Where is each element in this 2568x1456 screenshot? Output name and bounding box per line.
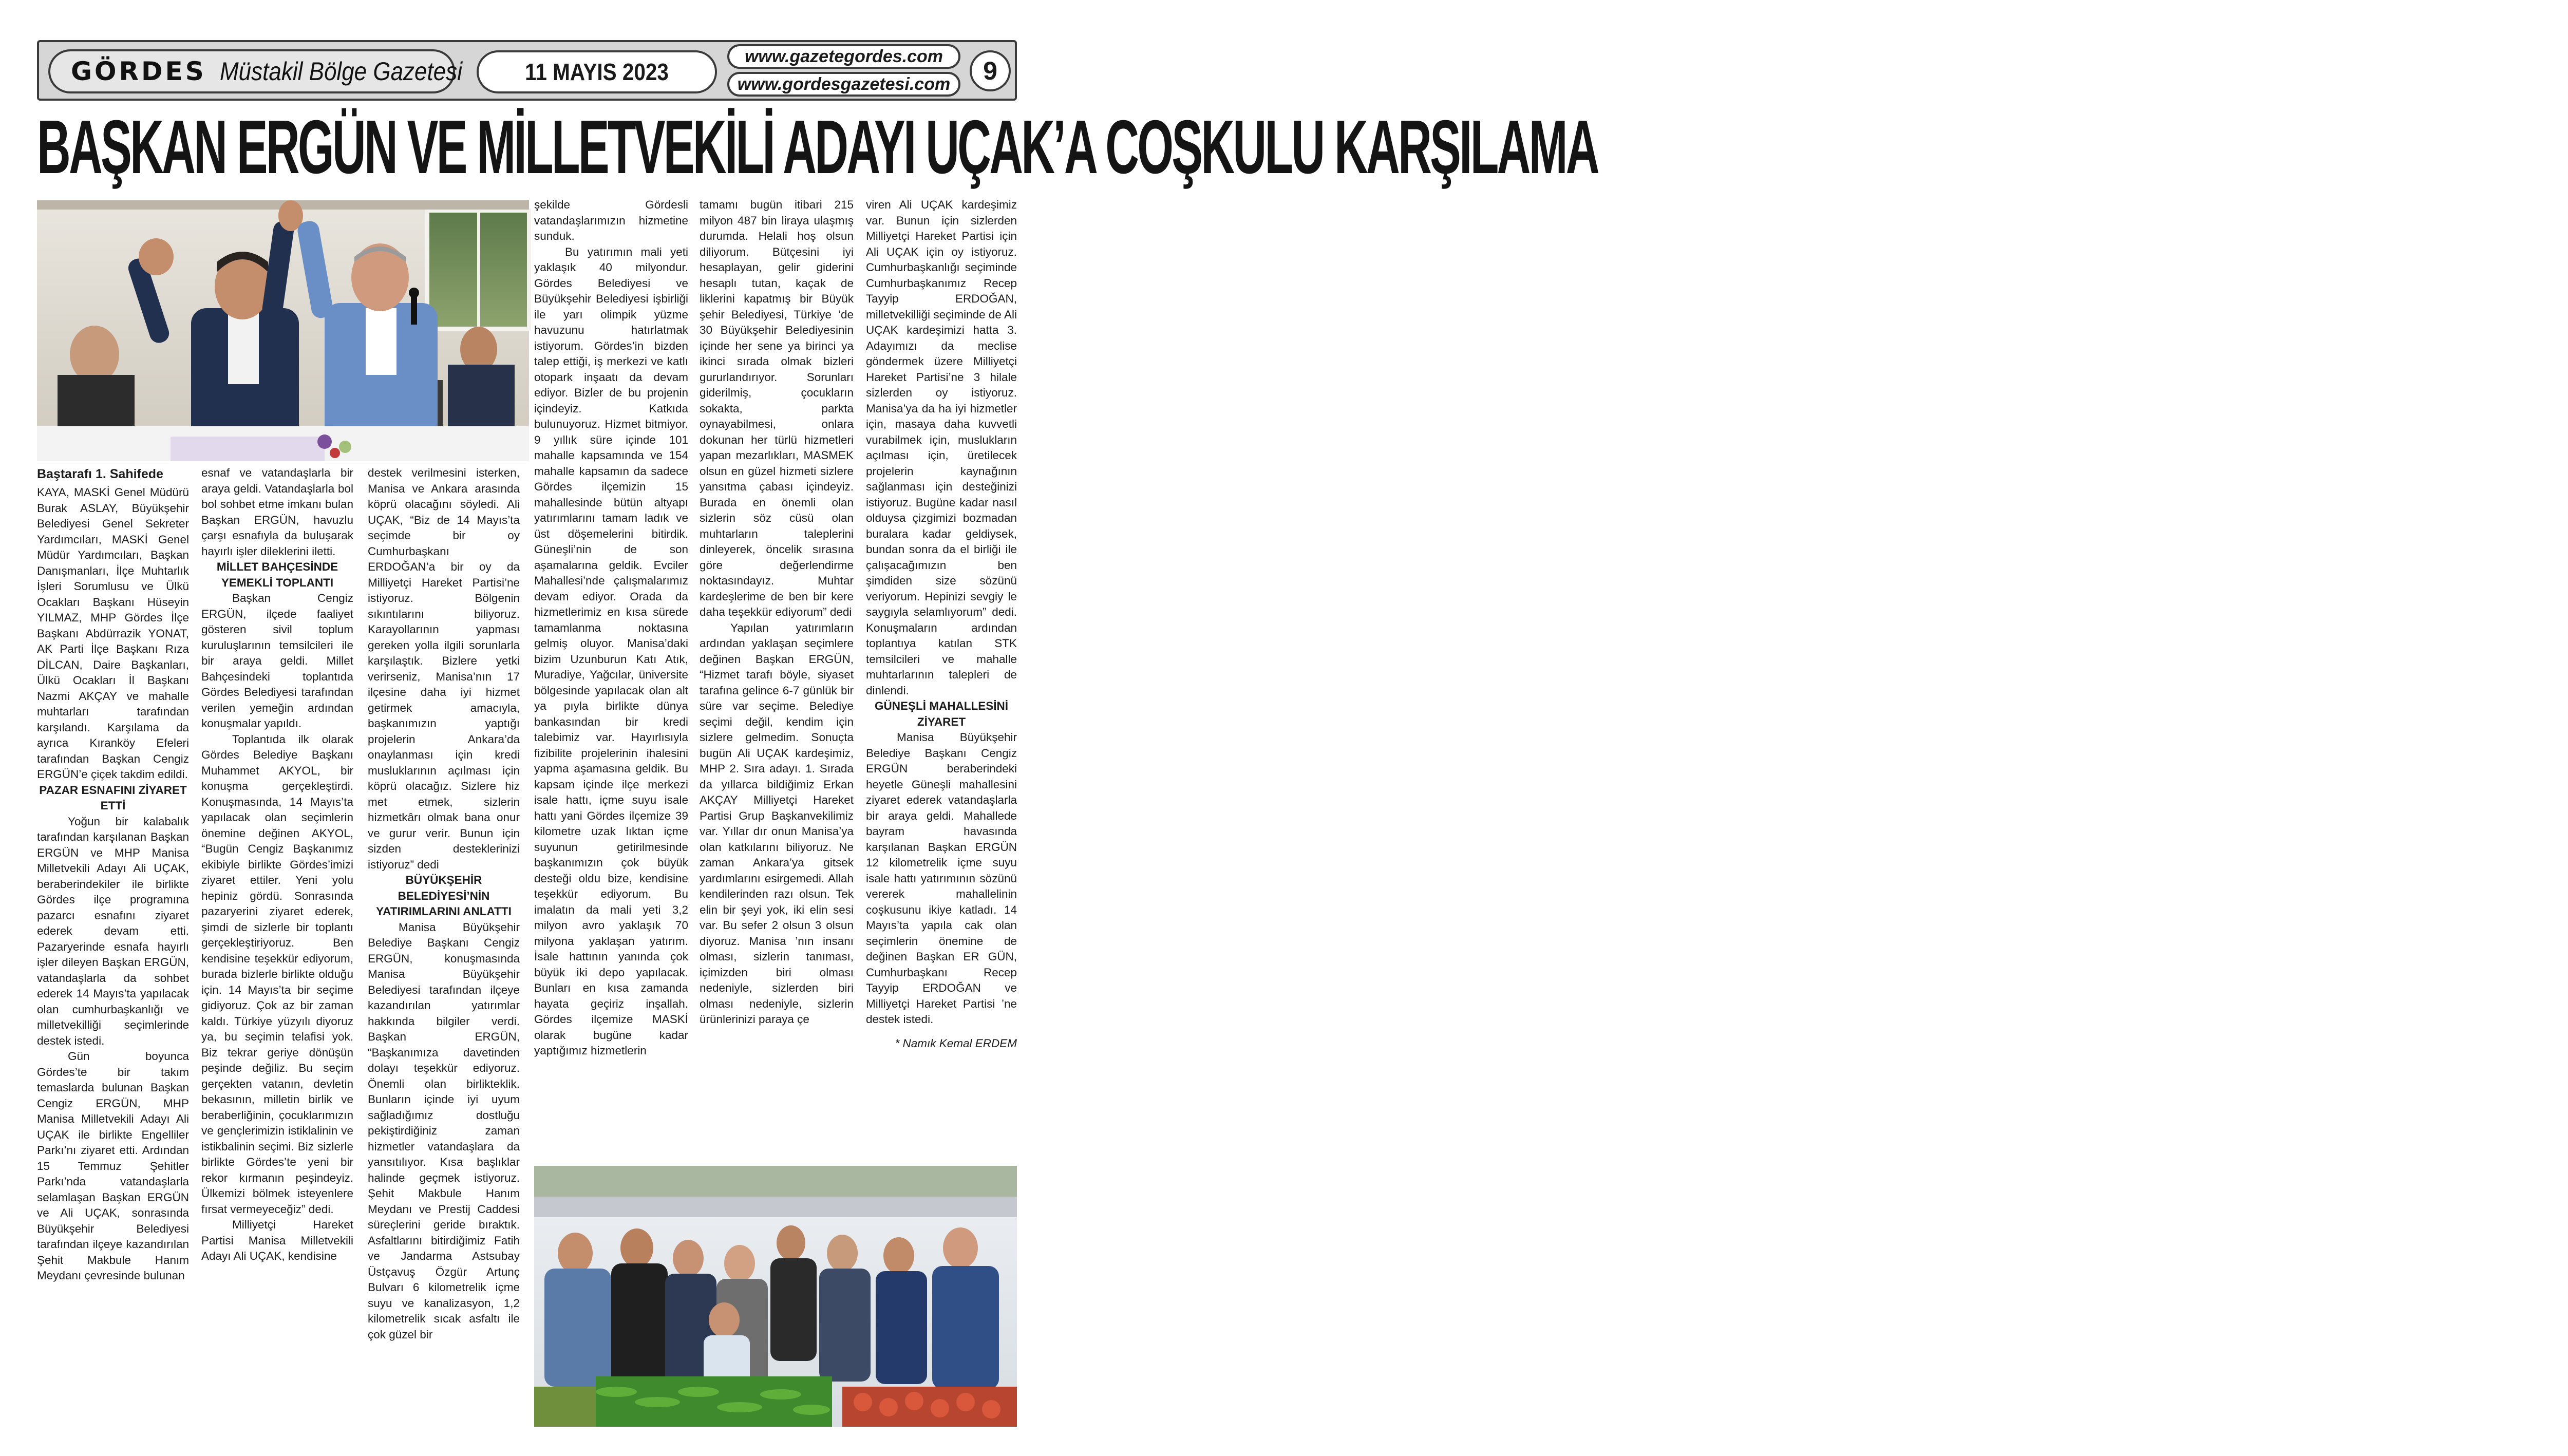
subheading: MİLLET BAHÇESİNDE YEMEKLİ TOPLANTI xyxy=(216,560,338,589)
article-column-3 xyxy=(368,465,520,1431)
paragraph: tamamı bugün itibari 215 milyon 487 bin liraya ulaşmış durumda. Helali hoş olsun diliyorum. Bütçesini iyi hesaplayan, gelir giderini hesaplı tutan, kaçak de liklerini kapatmış bir Büyük şehir Belediyesi, Türkiye ’de 30 Büyükşehir Belediyesinin içinde her sene ya birinci ya ikinci sırada olmak bizleri gururlandırıyor. Sorunları giderilmiş, çocukların sokakta, parkta oynayabilmesi, onlara dokunan her türlü hizmetleri yapan mezarlıkları, MASMEK olsun en güzel hizmeti sizlere yansıtma çabası içindeyiz. Burada en önemli olan sizlerin söz cüsü olan muhtarların taleplerini dinleyerek, öncelik sırasına göre değerlendirme noktasındayız. Muhtar kardeşlerime de ben bir kere daha teşekkür ediyorum” dedi xyxy=(700,198,854,618)
subheading: PAZAR ESNAFINI ZİYARET ETTİ xyxy=(39,783,187,812)
page-number: 9 xyxy=(970,50,1011,91)
author-signature: * Namık Kemal ERDEM xyxy=(895,1036,1017,1050)
website-box xyxy=(727,44,960,97)
article-column-5 xyxy=(700,197,854,1163)
masthead xyxy=(37,40,1017,101)
subheading: BÜYÜKŞEHİR BELEDİYESİ’NİN YATIRIMLARINI ANLATTI xyxy=(376,874,512,918)
brand-box xyxy=(48,49,462,93)
paragraph: Gün boyunca Gördes’te bir takım temaslarda bulunan Başkan Cengiz ERGÜN, MHP Manisa Milletvekili Adayı Ali UÇAK ile birlikte Engelliler Parkı’nı ziyaret etti. Ardından 15 Temmuz Şehitler Parkı’nda vatandaşlarla selamlaşan Başkan ERGÜN ve Ali UÇAK, sonrasında Büyükşehir Belediyesi tarafından ilçeye kazandırılan Şehit Makbule Hanım Meydanı çevresinde bulunan xyxy=(37,1050,189,1282)
article-column-4 xyxy=(534,197,688,1163)
paragraph: Toplantıda ilk olarak Gördes Belediye Başkanı Muhammet AKYOL, bir konuşma gerçekleştirdi. Konuşmasında, 14 Mayıs’ta yapılacak olan seçimlerin önemine değinen AKYOL, “Bugün Cengiz Başkanımız ekibiyle birlikte Gördes’imizi ziyaret ettiler. Yeni yolu hepiniz gördü. Sonrasında pazaryerini ziyaret ederek, şimdi de sizlerle bir toplantı gerçekleştiriyoruz. Ben kendisine teşekkür ediyorum, burada bizlerle birlikte olduğu için. 14 Mayıs’ta bir seçime gidiyoruz. Çok az bir zaman kaldı. Türkiye yüzyılı diyoruz ya, bu seçimin telafisi yok. Biz tekrar geriye dönüşün peşinde değiliz. Bu seçim gerçekten vatanın, devletin bekasının, milletin birlik ve beraberliğinin, çocuklarımızın ve gençlerimizin istiklalinin ve istikbalinin seçimi. Biz sizlerle birlikte Gördes’te yeni bir rekor kırmanın peşindeyiz. Ülkemizi bölmek isteyenlere fırsat vermeyeceğiz” dedi. xyxy=(201,732,353,1216)
headline-container xyxy=(37,105,1598,190)
paragraph: Manisa Büyükşehir Belediye Başkanı Cengiz ERGÜN beraberindeki heyetle Güneşli mahallesini ziyaret ederek vatandaşlarla bir araya geldi. Mahallede bayram havasında karşılanan Başkan ERGÜN 12 kilometrelik içme suyu isale hattı yatırımının sözünü vererek mahallelinin coşkusunu ikiye katladı. 14 Mayıs’ta yapıla cak olan seçimlerin önemine de değinen Başkan ER GÜN, Cumhurbaşkanı Recep Tayyip ERDOĞAN ve Milliyetçi Hareket Partisi ’ne destek istedi. xyxy=(866,731,1017,1026)
paragraph: Yoğun bir kalabalık tarafından karşılanan Başkan ERGÜN ve MHP Manisa Milletvekili Adayı Ali UÇAK, beraberindekiler ile birlikte Gördes ilçe programına pazarcı esnafını ziyaret ederek devam etti. Pazaryerinde esnafa hayırlı işler dileyen Başkan ERGÜN, vatandaşlarla da sohbet ederek 14 Mayıs’ta yapılacak olan cumhurbaşkanlığı ve milletvekilliği seçimlerinde destek istedi. xyxy=(37,815,189,1047)
article-column-1 xyxy=(37,465,189,1431)
continuation-note: Baştarafı 1. Sahifede xyxy=(37,467,163,481)
paragraph: şekilde Gördesli vatandaşlarımızın hizmetine sunduk. xyxy=(534,198,688,242)
paragraph: KAYA, MASKİ Genel Müdürü Burak ASLAY, Büyükşehir Belediyesi Genel Sekreter Yardımcıları, MASKİ Genel Müdür Yardımcıları, Başkan Danışmanları, İlçe Muhtarlık İşleri Sorumlusu ve Ülkü Ocakları Başkanı Hüseyin YILMAZ, MHP Gördes İlçe Başkanı Abdürrazik YONAT, AK Parti İlçe Başkanı Rıza DİLCAN, Daire Başkanları, Ülkü Ocakları İl Başkanı Nazmi AKÇAY ve mahalle muhtarları tarafından karşılandı. Karşılama da ayrıca Kıranköy Efeleri tarafından Başkan Cengiz ERGÜN’e çiçek takdim edildi. xyxy=(37,486,189,781)
issue-date: 11 MAYIS 2023 xyxy=(525,59,669,85)
headline: BAŞKAN ERGÜN VE MİLLETVEKİLİ ADAYI UÇAK’A COŞKULU KARŞILAMA xyxy=(37,105,1598,190)
newspaper-subtitle: Müstakil Bölge Gazetesi xyxy=(219,57,462,86)
paragraph: Başkan Cengiz ERGÜN, ilçede faaliyet gösteren sivil toplum kuruluşlarının temsilcileri ile bir araya geldi. Millet Bahçesindeki toplantıda Gördes Belediyesi tarafından verilen yemeğin ardından konuşmalar yapıldı. xyxy=(201,592,353,730)
subheading: GÜNEŞLİ MAHALLESİNİ ZİYARET xyxy=(874,699,1008,728)
website-link-2[interactable]: www.gordesgazetesi.com xyxy=(727,72,960,97)
paragraph: destek verilmesini isterken, Manisa ve Ankara arasında köprü olacağını söyledi. Ali UÇAK, “Biz de 14 Mayıs’ta seçimde bir oy Cumhurbaşkanı ERDOĞAN’a bir oy da Milliyetçi Hareket Partisi’ne istiyoruz. Bölgenin sıkıntılarını biliyoruz. Karayollarının yapması gereken yolla ilgili sorunlarla karşılaştık. Bizlere yetki verirseniz, Manisa’nın 17 ilçesine daha iyi hizmet getirmek amacıyla, başkanımızın yaptığı projelerin Ankara’da onaylanması için kredi musluklarının açılması için köprü olacağız. Sizlere hiz met etmek, sizlerin hizmetkârı olmak bana onur ve gurur verir. Bunun için sizden desteklerinizi istiyoruz” dedi xyxy=(368,466,520,871)
website-link-1[interactable]: www.gazetegordes.com xyxy=(727,44,960,69)
article-column-6 xyxy=(866,197,1017,1163)
paragraph: Yapılan yatırımların ardından yaklaşan seçimlere değinen Başkan ERGÜN, “Hizmet tarafı böyle, siyaset tarafına gelince 6-7 günlük bir süre var seçime. Belediye seçimi değil, kendim için sizlere gelmedim. Sonuçta bugün Ali UÇAK kardeşimiz, MHP 2. Sıra adayı. 1. Sırada da yıllarca bildiğimiz Erkan AKÇAY Milliyetçi Hareket Partisi Grup Başkanvekilimiz var. Yıllar dır onun Manisa’ya olan katkılarını biliyoruz. Ne zaman Ankara’ya gitsek yardımlarını esirgemedi. Allah kendilerinden razı olsun. Tek elin bir şeyi yok, iki elin sesi var. Bu sefer 2 olsun 3 olsun diyoruz. Manisa ’nın insanı olması, sizlerin tanıması, içimizden biri olması nedeniyle, sizlerden biri olması nedeniyle, sizlerin ürünlerinizi paraya çe xyxy=(700,621,854,1026)
paragraph: Manisa Büyükşehir Belediye Başkanı Cengiz ERGÜN, konuşmasında Manisa Büyükşehir Belediyesi tarafından ilçeye kazandırılan yatırımlar hakkında bilgiler verdi. Başkan ERGÜN, “Başkanımıza davetinden dolayı teşekkür ediyoruz. Önemli olan birlikteklik. Bunların içinde iyi uyum sağladığımız dostluğu pekiştirdiğiniz zaman hizmetler vatandaşlara da yansıtılıyor. Kısa başlıklar halinde geçmek istiyoruz. Şehit Makbule Hanım Meydanı ve Prestij Caddesi süreçlerini geride bıraktık. Asfaltlarını bitirdiğimiz Fatih ve Jandarma Astsubay Üstçavuş Özgür Artunç Bulvarı 6 kilometrelik içme suyu ve kanalizasyon, 1,2 kilometrelik sıcak asfaltı ile çok güzel bir xyxy=(368,920,520,1341)
paragraph: Bu yatırımın mali yeti yaklaşık 40 milyondur. Gördes Belediyesi ve Büyükşehir Belediyesi işbirliği ile yarı olimpik yüzme havuzunu hatırlatmak istiyorum. Gördes’in bizden talep ettiği, iş merkezi ve katlı otopark inşaatı da devam ediyor. Bizler de bu projenin içindeyiz. Katkıda bulunuyoruz. Hizmet bitmiyor. 9 yıllık süre içinde 101 mahalle kapsamında ve 154 mahalle kapsamın da sadece Gördes ilçemizin 15 mahallesinde bütün altyapı yatırımlarını tamam ladık ve üst döşemelerini bitirdik. Güneşli’nin de son aşamalarına geldik. Evciler Mahallesi’nde çalışmalarımız devam ediyor. Orada da hizmetlerimiz en kısa sürede tamamlanma noktasına gelmiş oluyor. Manisa’daki bizim Uzunburun Katı Atık, Muradiye, Yağcılar, üniversite bölgesinde yapılacak olan alt ya pıyla birlikte dünya bankasından bir kredi talebimiz var. Hayırlısıyla fizibilite projelerinin ihalesini yapma aşamasına geldik. Bu kapsam içinde ilçe merkezi isale hattı, içme suyu isale hattı yani Gördes ilçemize 39 kilometre uzak lıktan içme suyunun getirilmesinde başkanımızın çok büyük desteği oldu bize, kendisine teşekkür ediyorum. Bu imalatın da mali yeti 3,2 milyon avro yaklaşık 70 milyona yaklaşan yatırım. İsale hattının yanında çok büyük iki depo yapılacak. Bunları en kısa zamanda hayata geçiriz inşallah. Gördes ilçemize MASKİ olarak bugüne kadar yaptığımız hizmetlerin xyxy=(534,245,688,1057)
article-column-2 xyxy=(201,465,353,1431)
newspaper-name: GÖRDES xyxy=(71,56,206,86)
paragraph: Milliyetçi Hareket Partisi Manisa Milletvekili Adayı Ali UÇAK, kendisine xyxy=(201,1218,353,1262)
paragraph: esnaf ve vatandaşlarla bir araya geldi. Vatandaşlarla bol bol sohbet etme imkanı bulan Başkan ERGÜN, havuzlu çarşı esnafıyla da buluşarak hayırlı işler dileklerini iletti. xyxy=(201,466,353,558)
paragraph: viren Ali UÇAK kardeşimiz var. Bunun için sizlerden Milliyetçi Hareket Partisi için Ali UÇAK için oy istiyoruz. Cumhurbaşkanlığı seçiminde Cumhurbaşkanımız Recep Tayyip ERDOĞAN, milletvekilliği seçiminde de Ali UÇAK kardeşimizi hatta 3. Adayımızı da meclise göndermek üzere Milliyetçi Hareket Partisi’ne 3 hilale sizlerden oy istiyoruz. Manisa’ya da ha iyi hizmetler için, masaya daha kuvvetli vurabilmek için, muslukların açılması için, üretilecek projelerin kaynağının sağlanması için desteğinizi istiyoruz. Bugüne kadar nasıl olduysa çizgimizi bozmadan buralara kadar geldiysek, bundan sonra da el birliği ile çalışacağımızın ben şimdiden size sözünü veriyorum. Hepinizi sevgiy le saygıyla selamlıyorum” dedi. Konuşmaların ardından toplantıya katılan STK temsilcileri ve mahalle muhtarlarının talepleri de dinlendi. xyxy=(866,198,1017,697)
issue-date-box xyxy=(477,50,717,93)
photo-market-visit xyxy=(534,1166,1017,1427)
photo-celebration xyxy=(37,200,529,461)
